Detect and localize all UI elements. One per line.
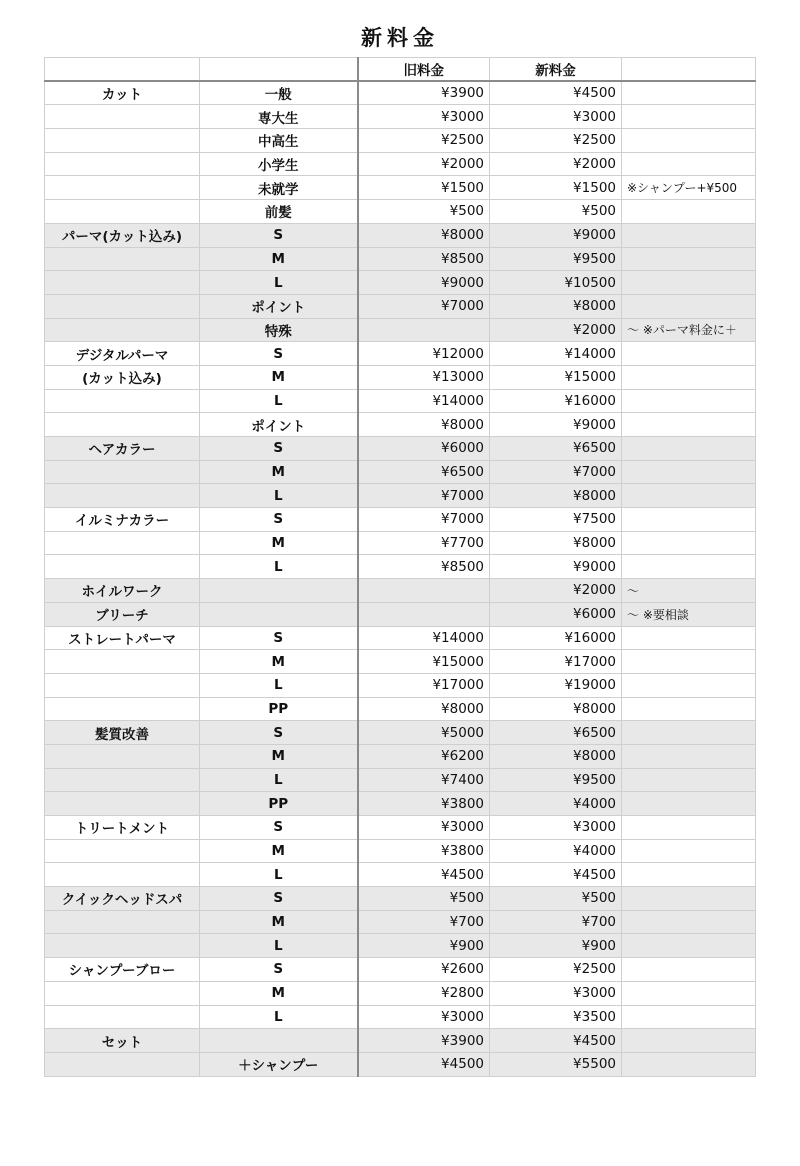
category-cell: [45, 105, 200, 129]
item-cell: L: [200, 934, 358, 958]
new-price-cell: ¥9500: [490, 247, 622, 271]
note-cell: [622, 744, 756, 768]
old-price-cell: ¥6500: [358, 460, 490, 484]
table-row: [45, 129, 756, 153]
new-price-cell: ¥14000: [490, 342, 622, 366]
old-price-cell: ¥13000: [358, 365, 490, 389]
old-price-cell: ¥900: [358, 934, 490, 958]
new-price-cell: ¥4000: [490, 839, 622, 863]
category-cell: [45, 200, 200, 224]
note-cell: [622, 839, 756, 863]
table-row: [45, 176, 756, 200]
table-row: [45, 839, 756, 863]
old-price-cell: ¥8000: [358, 413, 490, 437]
item-cell: S: [200, 887, 358, 911]
old-price-cell: ¥6000: [358, 437, 490, 461]
new-price-cell: ¥5500: [490, 1052, 622, 1076]
note-cell: [622, 365, 756, 389]
table-row: [45, 981, 756, 1005]
old-price-cell: ¥500: [358, 887, 490, 911]
item-cell: 特殊: [200, 318, 358, 342]
new-price-cell: ¥6500: [490, 721, 622, 745]
note-cell: ※シャンプー+¥500: [622, 176, 756, 200]
note-cell: [622, 1029, 756, 1053]
table-row: [45, 271, 756, 295]
category-cell: デジタルパーマ: [45, 342, 200, 366]
new-price-cell: ¥9500: [490, 768, 622, 792]
table-row: [45, 413, 756, 437]
old-price-cell: ¥2600: [358, 958, 490, 982]
table-row: [45, 863, 756, 887]
item-cell: L: [200, 863, 358, 887]
table-row: [45, 484, 756, 508]
item-cell: S: [200, 508, 358, 532]
table-row: [45, 1005, 756, 1029]
old-price-cell: ¥3000: [358, 816, 490, 840]
table-row: [45, 887, 756, 911]
note-cell: [622, 768, 756, 792]
category-cell: [45, 981, 200, 1005]
table-row: [45, 579, 756, 603]
new-price-cell: ¥9000: [490, 413, 622, 437]
note-cell: [622, 342, 756, 366]
item-cell: S: [200, 721, 358, 745]
table-row: [45, 697, 756, 721]
category-cell: [45, 389, 200, 413]
old-price-cell: ¥7400: [358, 768, 490, 792]
old-price-cell: ¥5000: [358, 721, 490, 745]
header-new-price: 新料金: [490, 58, 622, 82]
new-price-cell: ¥8000: [490, 531, 622, 555]
new-price-cell: ¥6000: [490, 602, 622, 626]
old-price-cell: ¥700: [358, 910, 490, 934]
old-price-cell: [358, 602, 490, 626]
item-cell: L: [200, 673, 358, 697]
note-cell: [622, 437, 756, 461]
category-cell: セット: [45, 1029, 200, 1053]
category-cell: [45, 934, 200, 958]
table-row: [45, 934, 756, 958]
category-cell: ストレートパーマ: [45, 626, 200, 650]
old-price-cell: ¥6200: [358, 744, 490, 768]
item-cell: PP: [200, 697, 358, 721]
new-price-cell: ¥15000: [490, 365, 622, 389]
category-cell: [45, 555, 200, 579]
old-price-cell: ¥2500: [358, 129, 490, 153]
item-cell: 専大生: [200, 105, 358, 129]
old-price-cell: ¥14000: [358, 626, 490, 650]
category-cell: 髪質改善: [45, 721, 200, 745]
item-cell: M: [200, 910, 358, 934]
new-price-cell: ¥4500: [490, 863, 622, 887]
table-row: [45, 342, 756, 366]
page-title: 新料金: [361, 26, 439, 50]
note-cell: [622, 223, 756, 247]
category-cell: [45, 792, 200, 816]
item-cell: 一般: [200, 81, 358, 105]
new-price-cell: ¥2500: [490, 958, 622, 982]
note-cell: [622, 413, 756, 437]
old-price-cell: ¥4500: [358, 1052, 490, 1076]
header-note: [622, 58, 756, 82]
category-cell: [45, 863, 200, 887]
table-row: [45, 294, 756, 318]
category-cell: [45, 129, 200, 153]
note-cell: [622, 792, 756, 816]
item-cell: S: [200, 342, 358, 366]
old-price-cell: ¥2000: [358, 152, 490, 176]
category-cell: [45, 673, 200, 697]
new-price-cell: ¥3000: [490, 981, 622, 1005]
category-cell: クイックヘッドスパ: [45, 887, 200, 911]
table-row: [45, 650, 756, 674]
item-cell: M: [200, 247, 358, 271]
table-row: [45, 365, 756, 389]
new-price-cell: ¥2000: [490, 152, 622, 176]
category-cell: トリートメント: [45, 816, 200, 840]
old-price-cell: ¥3900: [358, 81, 490, 105]
item-cell: M: [200, 650, 358, 674]
item-cell: L: [200, 484, 358, 508]
note-cell: [622, 484, 756, 508]
note-cell: [622, 910, 756, 934]
note-cell: [622, 129, 756, 153]
note-cell: [622, 247, 756, 271]
old-price-cell: [358, 318, 490, 342]
old-price-cell: ¥3000: [358, 105, 490, 129]
category-cell: [45, 910, 200, 934]
item-cell: L: [200, 1005, 358, 1029]
old-price-cell: ¥3900: [358, 1029, 490, 1053]
table-row: [45, 81, 756, 105]
item-cell: S: [200, 626, 358, 650]
new-price-cell: ¥16000: [490, 389, 622, 413]
table-row: [45, 318, 756, 342]
table-row: [45, 223, 756, 247]
table-row: [45, 1029, 756, 1053]
note-cell: [622, 531, 756, 555]
note-cell: [622, 271, 756, 295]
item-cell: S: [200, 958, 358, 982]
note-cell: [622, 105, 756, 129]
item-cell: S: [200, 223, 358, 247]
new-price-cell: ¥17000: [490, 650, 622, 674]
new-price-cell: ¥4000: [490, 792, 622, 816]
item-cell: PP: [200, 792, 358, 816]
item-cell: [200, 1029, 358, 1053]
note-cell: [622, 1052, 756, 1076]
table-row: [45, 744, 756, 768]
item-cell: 小学生: [200, 152, 358, 176]
old-price-cell: ¥3000: [358, 1005, 490, 1029]
category-cell: [45, 294, 200, 318]
category-cell: [45, 152, 200, 176]
item-cell: M: [200, 365, 358, 389]
note-cell: [622, 958, 756, 982]
note-cell: [622, 555, 756, 579]
item-cell: S: [200, 437, 358, 461]
table-row: [45, 1052, 756, 1076]
header-old-price: 旧料金: [358, 58, 490, 82]
new-price-cell: ¥7500: [490, 508, 622, 532]
old-price-cell: ¥14000: [358, 389, 490, 413]
old-price-cell: ¥8000: [358, 223, 490, 247]
category-cell: イルミナカラー: [45, 508, 200, 532]
item-cell: 未就学: [200, 176, 358, 200]
note-cell: [622, 389, 756, 413]
old-price-cell: [358, 579, 490, 603]
note-cell: [622, 981, 756, 1005]
category-cell: [45, 839, 200, 863]
category-cell: [45, 413, 200, 437]
table-row: [45, 626, 756, 650]
old-price-cell: ¥9000: [358, 271, 490, 295]
category-cell: [45, 460, 200, 484]
item-cell: L: [200, 389, 358, 413]
category-cell: シャンプーブロー: [45, 958, 200, 982]
item-cell: 中高生: [200, 129, 358, 153]
category-cell: [45, 318, 200, 342]
note-cell: [622, 626, 756, 650]
category-cell: [45, 1005, 200, 1029]
item-cell: 前髪: [200, 200, 358, 224]
item-cell: M: [200, 744, 358, 768]
table-row: [45, 910, 756, 934]
old-price-cell: ¥12000: [358, 342, 490, 366]
item-cell: S: [200, 816, 358, 840]
old-price-cell: ¥8500: [358, 555, 490, 579]
new-price-cell: ¥8000: [490, 744, 622, 768]
category-cell: [45, 697, 200, 721]
old-price-cell: ¥15000: [358, 650, 490, 674]
category-cell: [45, 247, 200, 271]
old-price-cell: ¥3800: [358, 839, 490, 863]
category-cell: [45, 484, 200, 508]
new-price-cell: ¥16000: [490, 626, 622, 650]
new-price-cell: ¥2000: [490, 579, 622, 603]
note-cell: [622, 200, 756, 224]
note-cell: [622, 697, 756, 721]
new-price-cell: ¥6500: [490, 437, 622, 461]
old-price-cell: ¥8000: [358, 697, 490, 721]
category-cell: カット: [45, 81, 200, 105]
new-price-cell: ¥4500: [490, 81, 622, 105]
note-cell: [622, 152, 756, 176]
item-cell: M: [200, 531, 358, 555]
item-cell: L: [200, 555, 358, 579]
table-row: [45, 721, 756, 745]
new-price-cell: ¥900: [490, 934, 622, 958]
table-row: [45, 555, 756, 579]
note-cell: 〜: [622, 579, 756, 603]
note-cell: [622, 508, 756, 532]
new-price-cell: ¥2500: [490, 129, 622, 153]
old-price-cell: ¥4500: [358, 863, 490, 887]
new-price-cell: ¥8000: [490, 484, 622, 508]
table-row: [45, 247, 756, 271]
old-price-cell: ¥500: [358, 200, 490, 224]
table-row: [45, 389, 756, 413]
header-row: [45, 58, 756, 82]
price-table-body: [45, 58, 756, 1077]
table-row: [45, 508, 756, 532]
category-cell: ブリーチ: [45, 602, 200, 626]
old-price-cell: ¥7000: [358, 294, 490, 318]
table-row: [45, 673, 756, 697]
table-row: [45, 602, 756, 626]
old-price-cell: ¥7000: [358, 484, 490, 508]
category-cell: [45, 650, 200, 674]
new-price-cell: ¥10500: [490, 271, 622, 295]
new-price-cell: ¥9000: [490, 555, 622, 579]
item-cell: M: [200, 460, 358, 484]
note-cell: [622, 1005, 756, 1029]
old-price-cell: ¥8500: [358, 247, 490, 271]
category-cell: [45, 531, 200, 555]
old-price-cell: ¥7700: [358, 531, 490, 555]
new-price-cell: ¥8000: [490, 697, 622, 721]
new-price-cell: ¥2000: [490, 318, 622, 342]
old-price-cell: ¥17000: [358, 673, 490, 697]
category-cell: ヘアカラー: [45, 437, 200, 461]
new-price-cell: ¥3000: [490, 816, 622, 840]
table-row: [45, 437, 756, 461]
table-row: [45, 531, 756, 555]
note-cell: [622, 721, 756, 745]
new-price-cell: ¥19000: [490, 673, 622, 697]
table-row: [45, 958, 756, 982]
table-row: [45, 152, 756, 176]
category-cell: [45, 1052, 200, 1076]
item-cell: [200, 602, 358, 626]
table-row: [45, 816, 756, 840]
price-table: [44, 57, 756, 1077]
category-cell: [45, 768, 200, 792]
table-row: [45, 460, 756, 484]
note-cell: [622, 294, 756, 318]
note-cell: [622, 863, 756, 887]
new-price-cell: ¥7000: [490, 460, 622, 484]
item-cell: M: [200, 981, 358, 1005]
new-price-cell: ¥4500: [490, 1029, 622, 1053]
category-cell: ホイルワーク: [45, 579, 200, 603]
note-cell: [622, 460, 756, 484]
new-price-cell: ¥700: [490, 910, 622, 934]
note-cell: 〜 ※パーマ料金に＋: [622, 318, 756, 342]
table-row: [45, 792, 756, 816]
note-cell: 〜 ※要相談: [622, 602, 756, 626]
table-row: [45, 200, 756, 224]
old-price-cell: ¥1500: [358, 176, 490, 200]
item-cell: ポイント: [200, 294, 358, 318]
old-price-cell: ¥2800: [358, 981, 490, 1005]
old-price-cell: ¥7000: [358, 508, 490, 532]
header-item: [200, 58, 358, 82]
note-cell: [622, 81, 756, 105]
item-cell: L: [200, 271, 358, 295]
new-price-cell: ¥500: [490, 200, 622, 224]
note-cell: [622, 887, 756, 911]
note-cell: [622, 673, 756, 697]
note-cell: [622, 816, 756, 840]
new-price-cell: ¥3000: [490, 105, 622, 129]
table-row: [45, 105, 756, 129]
category-cell: パーマ(カット込み): [45, 223, 200, 247]
note-cell: [622, 934, 756, 958]
category-cell: (カット込み): [45, 365, 200, 389]
new-price-cell: ¥3500: [490, 1005, 622, 1029]
new-price-cell: ¥8000: [490, 294, 622, 318]
category-cell: [45, 744, 200, 768]
item-cell: ＋シャンプー: [200, 1052, 358, 1076]
category-cell: [45, 271, 200, 295]
item-cell: L: [200, 768, 358, 792]
item-cell: [200, 579, 358, 603]
new-price-cell: ¥500: [490, 887, 622, 911]
item-cell: ポイント: [200, 413, 358, 437]
item-cell: M: [200, 839, 358, 863]
header-category: [45, 58, 200, 82]
new-price-cell: ¥1500: [490, 176, 622, 200]
table-row: [45, 768, 756, 792]
old-price-cell: ¥3800: [358, 792, 490, 816]
category-cell: [45, 176, 200, 200]
note-cell: [622, 650, 756, 674]
new-price-cell: ¥9000: [490, 223, 622, 247]
